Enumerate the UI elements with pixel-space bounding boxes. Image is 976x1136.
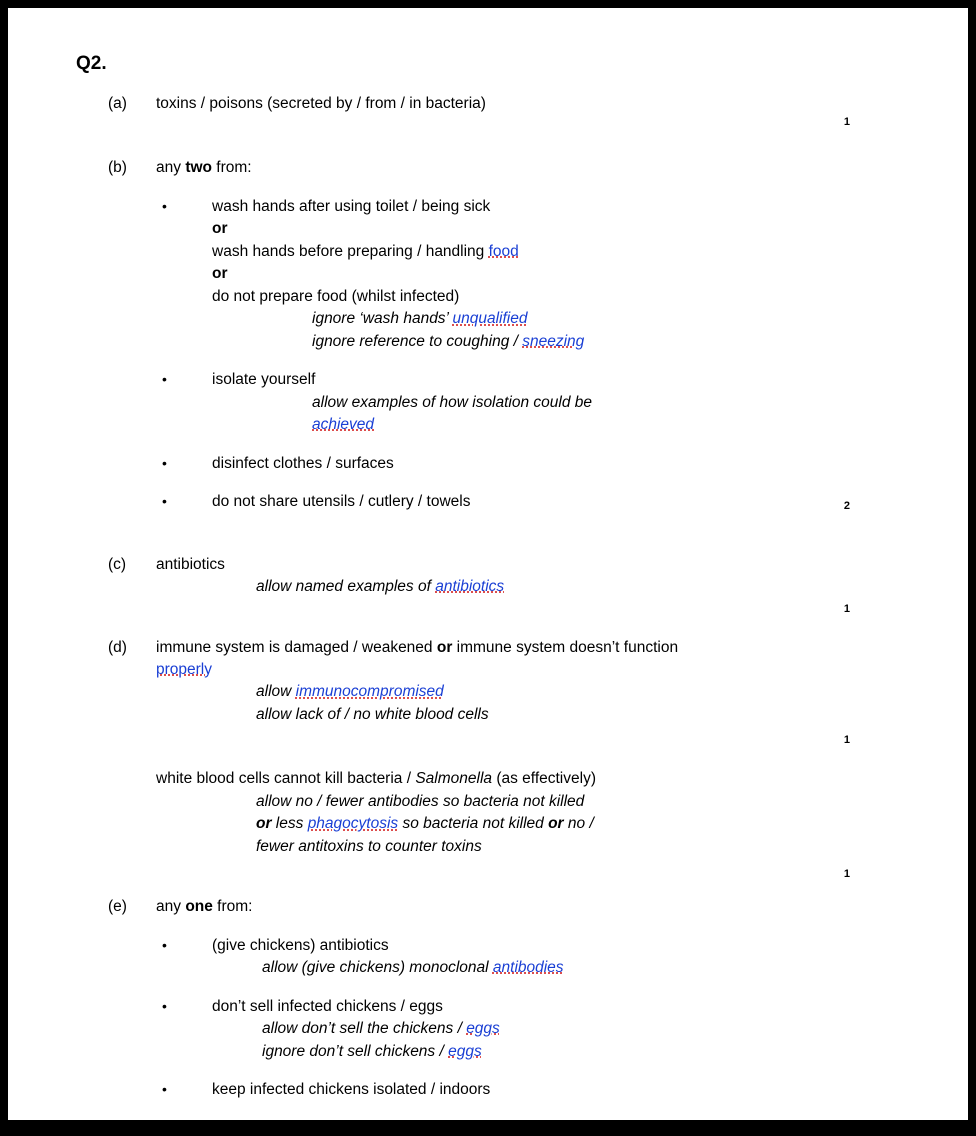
main-bold: or <box>436 638 453 656</box>
examiner-note: allow examples of how isolation could be achieved <box>312 393 593 434</box>
bullet-icon: • <box>162 197 167 214</box>
mark-value: 1 <box>843 116 850 128</box>
lead-pre: any <box>156 159 186 177</box>
bullet-icon: • <box>162 454 167 471</box>
answer-line: wash hands after using toilet / being sick <box>212 197 491 215</box>
answer-line: do not prepare food (whilst infected) <box>212 287 460 305</box>
spellcheck-word: achieved <box>312 416 375 434</box>
answer-line: immune system is damaged / weakened or immune system doesn’t function properly <box>156 638 679 678</box>
part-a-body <box>156 93 928 137</box>
examiner-note: ignore reference to coughing / sneezing <box>312 332 585 350</box>
list-item-text <box>212 935 928 980</box>
part-c <box>48 554 928 617</box>
list-item-text <box>212 196 928 353</box>
document-page <box>8 8 968 1120</box>
examiner-note: allow (give chickens) monoclonal antibodies <box>262 959 564 977</box>
part-b-body <box>156 157 928 533</box>
answer-line: isolate yourself <box>212 371 316 389</box>
part-e <box>48 896 928 1101</box>
part-b <box>48 157 928 533</box>
answer-line: disinfect clothes / surfaces <box>212 454 394 472</box>
list-item <box>156 1079 928 1101</box>
answer-line: don’t sell infected chickens / eggs <box>212 997 443 1015</box>
bullet-icon: • <box>162 371 167 388</box>
part-d-label: (d) <box>108 638 127 656</box>
spellcheck-word: eggs <box>466 1020 500 1038</box>
answer-connective: or <box>212 220 228 238</box>
mark-scheme-content <box>8 8 968 1102</box>
list-item <box>156 935 928 980</box>
bullet-icon: • <box>162 1081 167 1098</box>
list-item <box>156 491 928 513</box>
part-a <box>48 93 928 137</box>
answer-line: toxins / poisons (secreted by / from / in bacteria) <box>156 95 486 112</box>
spellcheck-word: food <box>488 242 519 260</box>
lead-post: from: <box>212 159 252 177</box>
part-e-body <box>156 896 928 1101</box>
part-e-label: (e) <box>108 898 127 916</box>
list-item-text <box>212 453 928 475</box>
answer-line: keep infected chickens isolated / indoors <box>212 1081 491 1099</box>
lead-bold: one <box>185 898 213 916</box>
note-bold: or <box>256 815 272 833</box>
bullet-icon: • <box>162 936 167 953</box>
answer-line <box>156 768 928 790</box>
part-e-lead <box>156 896 928 918</box>
part-b-lead <box>156 157 928 179</box>
part-a-label: (a) <box>108 95 127 112</box>
part-b-label: (b) <box>108 159 127 177</box>
organism-name: Salmonella <box>415 770 493 788</box>
examiner-note: allow don’t sell the chickens / eggs <box>262 1020 500 1038</box>
list-item <box>156 369 928 436</box>
lead-bold: two <box>185 159 212 177</box>
answer-line: do not share utensils / cutlery / towels <box>212 493 471 511</box>
list-item-text <box>212 491 928 513</box>
part-c-body <box>156 554 928 617</box>
main-pre: immune system is damaged / weakened <box>156 638 437 656</box>
examiner-note: allow immunocompromised <box>256 683 444 701</box>
spellcheck-word: properly <box>156 660 212 678</box>
answer-line: (give chickens) antibiotics <box>212 936 389 954</box>
second-post: (as effectively) <box>492 770 596 788</box>
part-d <box>48 637 928 880</box>
examiner-note: or less phagocytosis so bacteria not killed or no / <box>256 815 594 833</box>
examiner-note: allow lack of / no white blood cells <box>256 705 489 723</box>
bullet-icon: • <box>162 493 167 510</box>
part-c-label: (c) <box>108 555 127 573</box>
note-bold: or <box>548 815 564 833</box>
examiner-note: allow named examples of antibiotics <box>256 578 505 596</box>
list-item <box>156 453 928 475</box>
mark-value: 2 <box>843 500 850 513</box>
examiner-note: ignore don’t sell chickens / eggs <box>262 1042 482 1060</box>
answer-connective: or <box>212 265 228 283</box>
list-item-text <box>212 996 928 1063</box>
lead-pre: any <box>156 898 186 916</box>
spellcheck-word: phagocytosis <box>307 815 399 833</box>
spellcheck-word: sneezing <box>522 332 585 350</box>
list-item-text <box>212 369 928 436</box>
examiner-note: ignore ‘wash hands’ unqualified <box>312 310 528 328</box>
answer-line: antibiotics <box>156 555 225 573</box>
spellcheck-word: antibodies <box>492 959 564 977</box>
list-item-text <box>212 1079 928 1101</box>
mark-value: 1 <box>843 602 850 615</box>
page-title: Q2. <box>76 53 107 74</box>
lead-post: from: <box>212 898 253 916</box>
answer-line: wash hands before preparing / handling food <box>212 242 519 260</box>
list-item <box>156 196 928 353</box>
mark-value: 1 <box>843 733 850 746</box>
spellcheck-word: antibiotics <box>435 578 505 596</box>
spellcheck-word: eggs <box>448 1042 482 1060</box>
examiner-note: allow no / fewer antibodies so bacteria not killed <box>256 792 585 810</box>
examiner-note: fewer antitoxins to counter toxins <box>256 837 482 855</box>
list-item <box>156 996 928 1063</box>
bullet-icon: • <box>162 997 167 1014</box>
part-d-body <box>156 637 928 880</box>
spellcheck-word: immunocompromised <box>295 683 444 701</box>
second-pre: white blood cells cannot kill bacteria / <box>156 770 416 788</box>
mark-value: 1 <box>843 867 850 880</box>
spellcheck-word: unqualified <box>452 310 528 328</box>
